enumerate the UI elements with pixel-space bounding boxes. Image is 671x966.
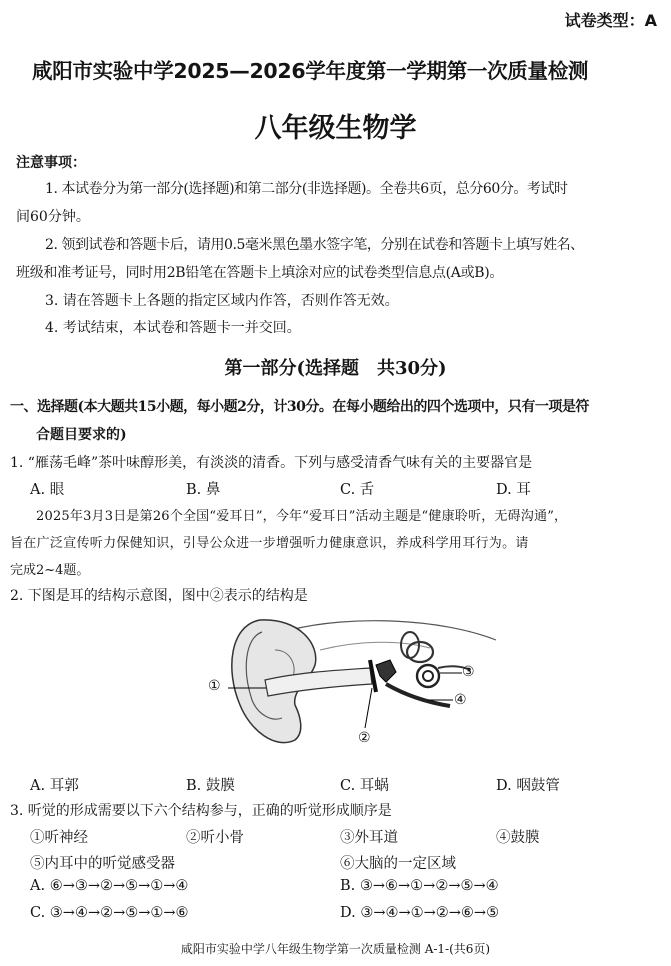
question-3-item-4: ④鼓膜	[496, 830, 540, 846]
ossicles-shape	[376, 660, 396, 682]
paper-type-label: 试卷类型：A	[564, 11, 657, 30]
question-2-option-b: B. 鼓膜	[186, 778, 235, 794]
note-1-line-2: 间60分钟。	[16, 209, 90, 225]
question-3-item-6: ⑥大脑的一定区域	[340, 856, 456, 872]
question-3-option-d: D. ③→④→①→②→⑥→⑤	[340, 905, 500, 921]
question-1-option-d: D. 耳	[496, 482, 531, 498]
passage-line-2: 旨在广泛宣传听力保健知识，引导公众进一步增强听力健康意识，养成科学用耳行为。请	[10, 536, 529, 551]
question-3-option-b: B. ③→⑥→①→②→⑤→④	[340, 878, 499, 894]
question-1-stem: 1. “雁荡毛峰”茶叶味醇形美，有淡淡的清香。下列与感受清香气味有关的主要器官是	[10, 455, 533, 471]
part-1-title: 第一部分(选择题 共30分)	[224, 358, 447, 379]
subject-title: 八年级生物学	[254, 113, 417, 144]
figure-label-1: ①	[208, 678, 221, 694]
question-3-stem: 3. 听觉的形成需要以下六个结构参与，正确的听觉形成顺序是	[10, 803, 392, 819]
section-1-instruction-line-1: 一、选择题(本大题共15小题，每小题2分，计30分。在每小题给出的四个选项中，只有一项是符	[10, 399, 589, 415]
question-3-item-1: ①听神经	[30, 830, 88, 846]
question-3-option-c: C. ③→④→②→⑤→①→⑥	[30, 905, 189, 921]
page-footer: 咸阳市实验中学八年级生物学第一次质量检测 A-1-(共6页)	[180, 942, 491, 956]
notes-heading: 注意事项：	[16, 155, 86, 171]
question-3-item-2: ②听小骨	[186, 830, 244, 846]
note-3: 3. 请在答题卡上各题的指定区域内作答，否则作答无效。	[45, 293, 399, 309]
note-1-line-1: 1. 本试卷分为第一部分(选择题)和第二部分(非选择题)。全卷共6页，总分60分。考试时	[45, 181, 568, 197]
question-1-option-c: C. 舌	[340, 482, 375, 498]
question-3-item-3: ③外耳道	[340, 830, 398, 846]
figure-label-2: ②	[358, 730, 371, 746]
ear-diagram	[200, 610, 500, 760]
cochlea-shape	[417, 665, 439, 687]
question-2-option-d: D. 咽鼓管	[496, 778, 560, 794]
question-3-item-5: ⑤内耳中的听觉感受器	[30, 856, 175, 872]
figure-label-4: ④	[454, 692, 467, 708]
question-2-option-a: A. 耳郭	[30, 778, 79, 794]
exam-title: 咸阳市实验中学2025—2026学年度第一学期第一次质量检测	[32, 59, 589, 83]
ear-structure-figure	[200, 610, 500, 760]
question-2-option-c: C. 耳蜗	[340, 778, 389, 794]
passage-line-1: 2025年3月3日是第26个全国“爱耳日”，今年“爱耳日”活动主题是“健康聆听，无碍沟通”，	[36, 509, 568, 524]
question-1-option-a: A. 眼	[30, 482, 65, 498]
question-2-stem: 2. 下图是耳的结构示意图，图中②表示的结构是	[10, 588, 308, 604]
note-2-line-2: 班级和准考证号，同时用2B铅笔在答题卡上填涂对应的试卷类型信息点(A或B)。	[16, 265, 504, 281]
question-1-option-b: B. 鼻	[186, 482, 221, 498]
passage-line-3: 完成2~4题。	[10, 563, 90, 578]
eustachian-tube-shape	[386, 684, 450, 706]
question-3-option-a: A. ⑥→③→②→⑤→①→④	[30, 878, 189, 894]
figure-label-3: ③	[462, 664, 475, 680]
note-4: 4. 考试结束，本试卷和答题卡一并交回。	[45, 320, 301, 336]
section-1-instruction-line-2: 合题目要求的)	[36, 427, 127, 443]
note-2-line-1: 2. 领到试卷和答题卡后，请用0.5毫米黑色墨水签字笔，分别在试卷和答题卡上填写姓名、	[45, 237, 584, 253]
